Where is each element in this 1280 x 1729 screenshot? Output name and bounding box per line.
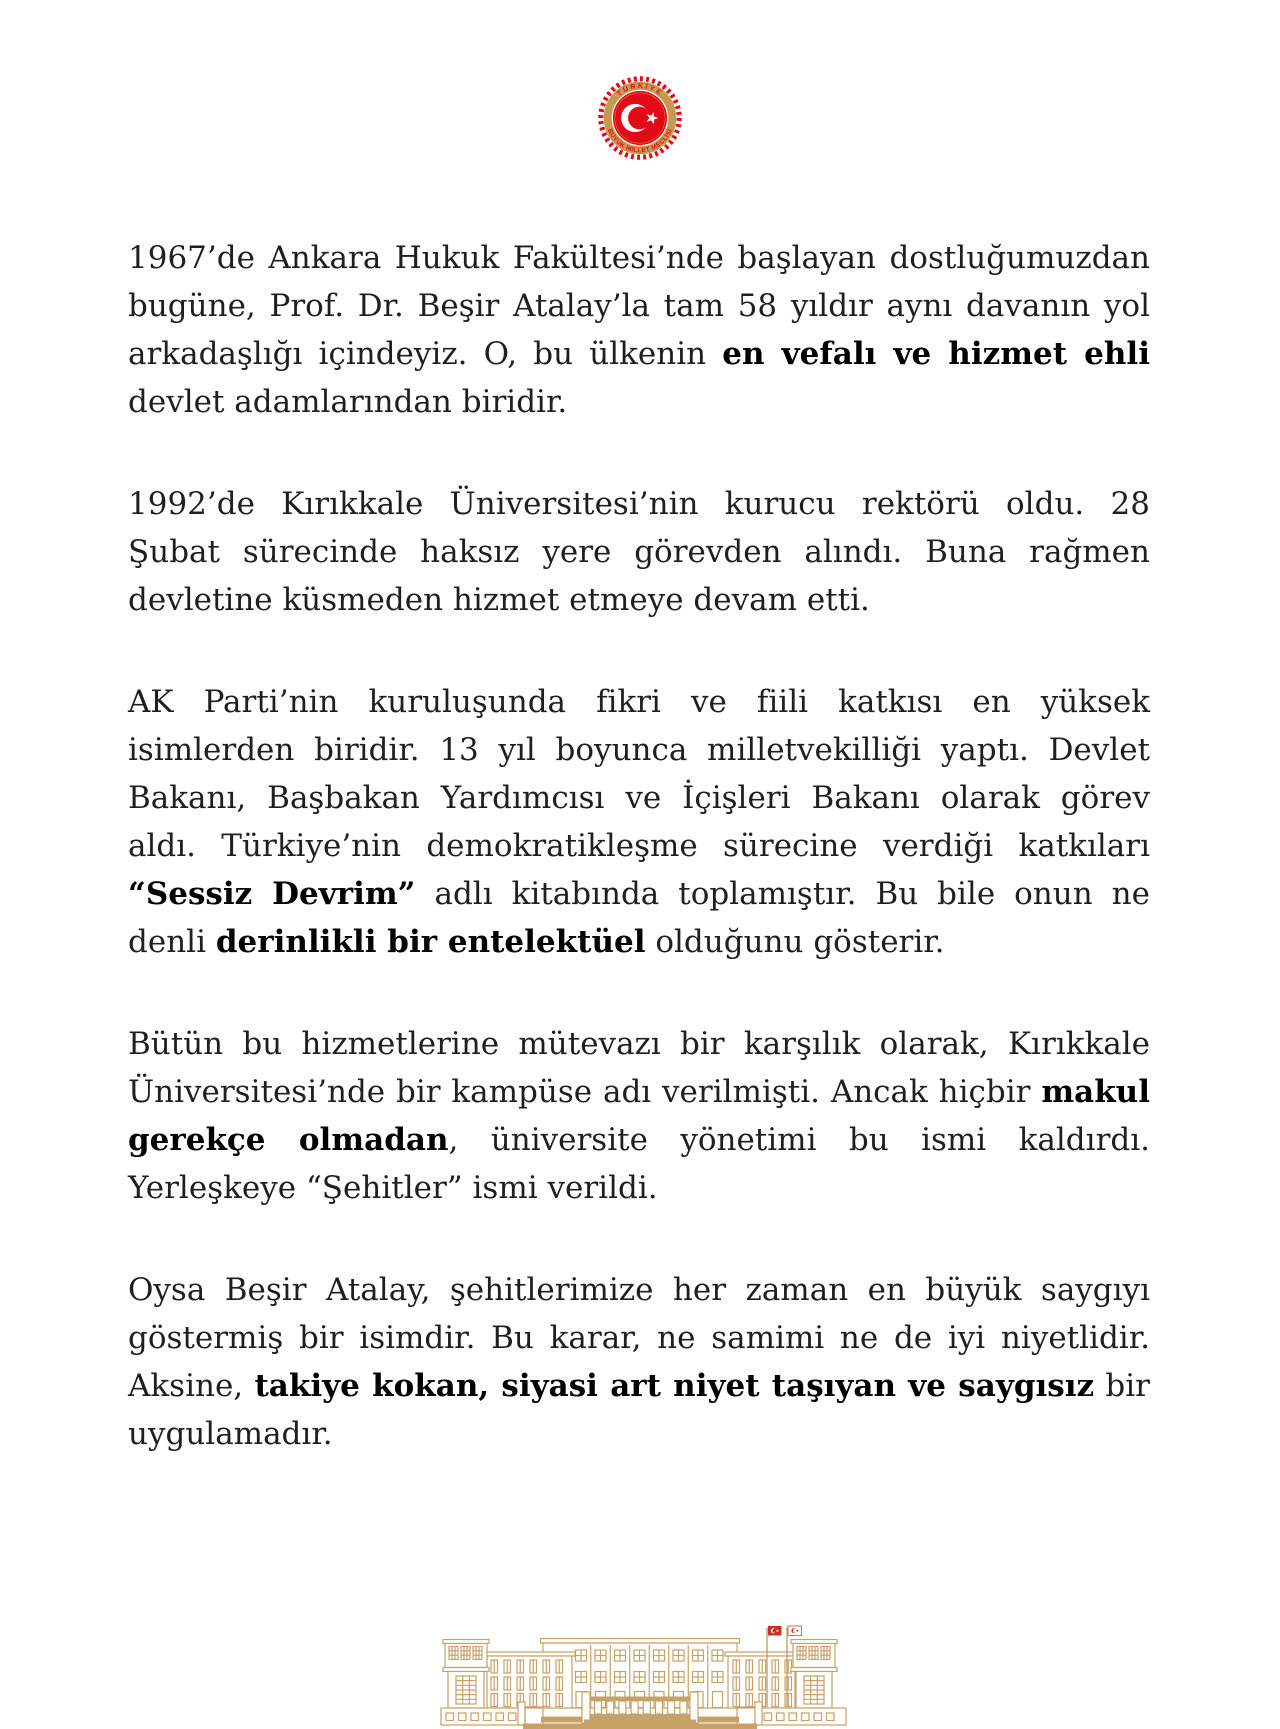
tbmm-flag-icon bbox=[788, 1626, 802, 1636]
body-text: bir uygulamadır. bbox=[128, 1368, 1150, 1452]
emphasis-text: en vefalı ve hizmet ehli bbox=[722, 336, 1150, 372]
paragraph-5 bbox=[128, 1266, 1150, 1458]
body-text: , üniversite yönetimi bu ismi kaldırdı. Yerleşkeye “Şehitler” ismi verildi. bbox=[128, 1122, 1150, 1206]
body-text: 1992’de Kırıkkale Üniversitesi’nin kurucu rektörü oldu. 28 Şubat sürecinde haksız yere görevden alındı. Buna rağmen devletine küsmeden hizmet etmeye devam etti. bbox=[128, 486, 1150, 618]
emblem-ring-text-top: TÜRKİYE bbox=[616, 82, 664, 98]
paragraph-3 bbox=[128, 678, 1150, 966]
paragraph-4 bbox=[128, 1020, 1150, 1212]
emphasis-text: derinlikli bir entelektüel bbox=[216, 924, 646, 960]
body-text: adlı kitabında toplamıştır. Bu bile onun ne denli bbox=[128, 876, 1150, 960]
emphasis-text: “Sessiz Devrim” bbox=[128, 876, 416, 912]
paragraph-2 bbox=[128, 480, 1150, 624]
body-text: Bütün bu hizmetlerine mütevazı bir karşılık olarak, Kırıkkale Üniversitesi’nde bir kampüse adı verilmişti. Ancak hiçbir bbox=[128, 1026, 1150, 1110]
body-text: 1967’de Ankara Hukuk Fakültesi’nde başlayan dostluğumuzdan bugüne, Prof. Dr. Beşir Atalay’la tam 58 yıldır aynı davanın yol arkadaşlığı içindeyiz. O, bu ülkenin bbox=[128, 240, 1150, 372]
statement-page bbox=[0, 74, 1280, 1729]
turkish-flag-icon bbox=[768, 1626, 782, 1636]
emblem-ring-text-bottom: BÜYÜK MİLLET MECLİSİ bbox=[606, 128, 674, 155]
emphasis-text: makul gerekçe olmadan bbox=[128, 1074, 1150, 1158]
paragraph-1 bbox=[128, 234, 1150, 426]
building-left-wing bbox=[484, 1652, 575, 1708]
emphasis-text: takiye kokan, siyasi art niyet taşıyan ve saygısız bbox=[254, 1368, 1094, 1404]
body-text: devlet adamlarından biridir. bbox=[128, 384, 567, 420]
tbmm-emblem bbox=[596, 74, 684, 162]
parliament-building-illustration bbox=[420, 1610, 860, 1729]
document-body bbox=[128, 234, 1150, 1458]
body-text: AK Parti’nin kuruluşunda fikri ve fiili katkısı en yüksek isimlerden biridir. 13 yıl boyunca milletvekilliği yaptı. Devlet Bakanı, Başbakan Yardımcısı ve İçişleri Bakanı olarak görev aldı. Türkiye’nin demokratikleşme sürecine verdiği katkıları bbox=[128, 684, 1150, 864]
body-text: Oysa Beşir Atalay, şehitlerimize her zaman en büyük saygıyı göstermiş bir isimdir. Bu karar, ne samimi ne de iyi niyetlidir. Aksine, bbox=[128, 1272, 1150, 1404]
body-text: olduğunu gösterir. bbox=[645, 924, 944, 960]
